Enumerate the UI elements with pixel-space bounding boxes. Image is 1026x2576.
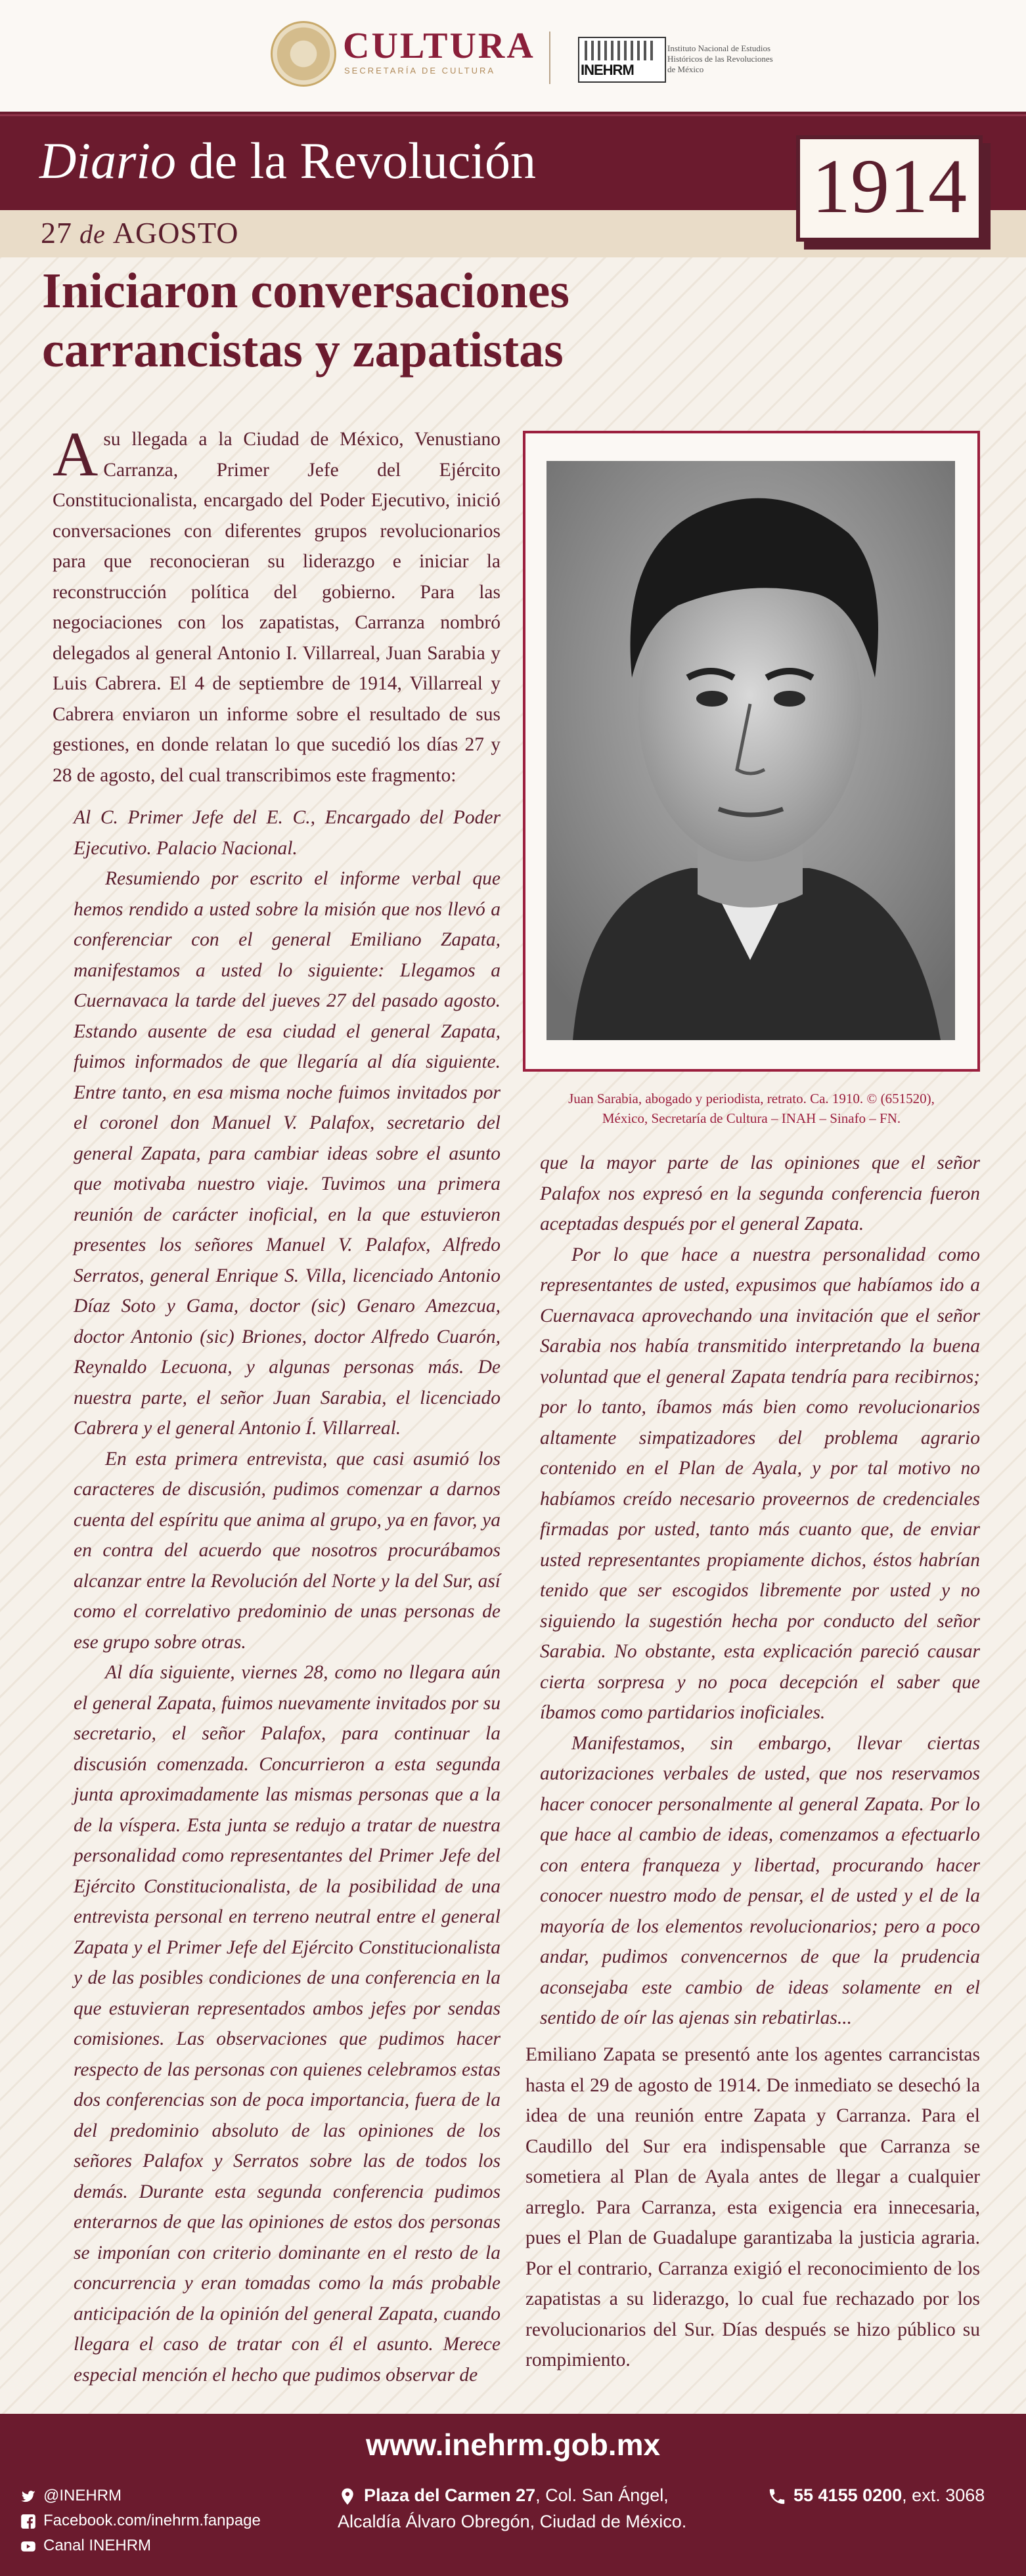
intro-text: su llegada a la Ciudad de México, Venustiano Carranza, Primer Jefe del Ejército Constitucionalista, encargado del Poder Ejecutivo, inició conversaciones con diferentes grupos revolucionarios para que reconocieran su liderazgo e iniciar la reconstrucción política del gobierno. Para las negociaciones con los zapatistas, Carranza nombró delegados al general Antonio I. Villarreal, Juan Sarabia y Luis Cabrera. El 4 de septiembre de 1914, Villarreal y Cabrera enviaron un informe sobre el resultado de sus gestiones, en donde relatan lo que sucedió los días 27 y 28 de agosto, del cual transcribimos este fragmento: xyxy=(53,429,501,786)
address-line-2: Alcaldía Álvaro Obregón, Ciudad de México. xyxy=(338,2512,687,2531)
letter-column-left xyxy=(74,802,501,2390)
letter-paragraph: En esta primera entrevista, que casi asumió los caracteres de discusión, pudimos comenzar a darnos cuenta del espíritu que anima al grupo, ya en favor, ya en contra del acuerdo que nosotros procurábamos alcanzar entre la Revolución del Norte y la del Sur, así como el correlativo predominio de unas personas de ese grupo sobre otras. xyxy=(74,1448,501,1653)
closing-paragraph: Emiliano Zapata se presentó ante los agentes carrancistas hasta el 29 de agosto de 1914. De inmediato se desechó la idea de una reunión entre Zapata y Carranza. Para el Caudillo del Sur era indispensable que Carranza se sometiera al Plan de Ayala antes de llegar a cualquier arreglo. Para Carranza, esta exigencia era innecesaria, pues el Plan de Guadalupe garantizaba la justicia agraria. Por el contrario, Carranza exigió el reconocimiento de los zapatistas a su liderazgo, lo cual fue rechazado por los revolucionarios del Sur. Días después se hizo público su rompimiento. xyxy=(525,2044,980,2370)
drop-cap: A xyxy=(53,419,99,489)
phone-number: 55 4155 0200 xyxy=(793,2485,903,2505)
portrait-illustration xyxy=(546,461,955,1040)
masthead-title xyxy=(39,131,536,190)
inehrm-columns-icon xyxy=(585,41,657,60)
masthead-title-rest: de la Revolución xyxy=(176,132,537,189)
letter-column-right xyxy=(540,1148,980,2034)
mexico-seal-icon xyxy=(271,21,336,87)
twitter-icon xyxy=(20,2488,37,2505)
date-de: de xyxy=(72,219,113,249)
article-headline: Iniciaron conversaciones carrancistas y zapatistas xyxy=(42,263,569,378)
issue-date xyxy=(41,215,239,250)
twitter-handle: @INEHRM xyxy=(43,2487,122,2504)
facebook-icon xyxy=(20,2513,37,2530)
phone[interactable] xyxy=(767,2482,985,2508)
social-links xyxy=(20,2483,261,2558)
address xyxy=(338,2482,745,2535)
logo-divider xyxy=(549,32,550,84)
website-link[interactable]: www.inehrm.gob.mx xyxy=(365,2428,661,2462)
social-twitter[interactable] xyxy=(20,2483,261,2508)
year-label: 1914 xyxy=(812,143,967,229)
address-colonia: , Col. San Ángel, xyxy=(535,2485,669,2505)
title-band-line xyxy=(0,114,1026,116)
facebook-link: Facebook.com/inehrm.fanpage xyxy=(43,2512,261,2529)
letter-paragraph: Por lo que hace a nuestra personalidad como representantes de usted, expusimos que habíamos ido a Cuernavaca aprovechando una invitación que el señor Sarabia nos había transmitido interpretando la buena voluntad que el general Zapata tendría para recibirnos; por lo tanto, íbamos más bien como revolucionarios altamente simpatizadores del problema agrario contenido en el Plan de Ayala, y por tal motivo no habíamos creído necesario proveernos de credenciales firmadas por usted, tanto más cuanto que, de enviar usted representantes propiamente dichos, éstos habrían tenido que ser escogidos libremente por usted y no siguiendo la sugestión hecha por conducto del señor Sarabia. No obstante, esta explicación pareció causar cierta sorpresa y no poca decepción el saber que íbamos como partidarios inoficiales. xyxy=(540,1244,980,1723)
date-month: AGOSTO xyxy=(112,216,239,250)
cultura-logo: CULTURA xyxy=(343,26,535,66)
letter-paragraph: Manifestamos, sin embargo, llevar ciertas autorizaciones verbales de usted, que nos reservamos hacer conocer personalmente al general Zapata. Por lo que hace al cambio de ideas, comenzamos a efectuarlo con entera franqueza y libertad, procurando hacer conocer nuestro modo de pensar, el de usted y el de la mayoría de los elementos revolucionarios; pero a poco andar, pudimos convencernos de que la prudencia aconsejaba este cambio de ideas solamente en el sentido de oír las ajenas sin rebatirlas... xyxy=(540,1732,980,2028)
social-facebook[interactable] xyxy=(20,2508,261,2533)
letter-paragraph: Al C. Primer Jefe del E. C., Encargado del Poder Ejecutivo. Palacio Nacional. xyxy=(74,807,501,859)
inehrm-logo-text: INEHRM xyxy=(581,62,634,78)
caption-line-1: Juan Sarabia, abogado y periodista, retrato. Ca. 1910. © (651520), xyxy=(568,1091,935,1106)
letter-paragraph: Resumiendo por escrito el informe verbal que hemos rendido a usted sobre la misión que nos llevó a conferenciar con el general Emiliano Zapata, manifestamos a usted lo siguiente: Llegamos a Cuernavaca la tarde del jueves 27 del pasado agosto. Estando ausente de esa ciudad el general Zapata, fuimos informados de que llegaría al día siguiente. Entre tanto, en esa misma noche fuimos invitados por el coronel don Manuel V. Palafox, secretario del general Zapata, para cambiar ideas sobre el asunto que motivaba nuestro viaje. Tuvimos una primera reunión de carácter inoficial, en la que estuvieron presentes los señores Manuel V. Palafox, Alfredo Serratos, general Enrique S. Villa, licenciado Antonio Díaz Soto y Gama, doctor (sic) Genaro Amezcua, doctor Antonio (sic) Briones, doctor Alfredo Cuarón, Reynaldo Lecuona, y algunas personas más. De nuestra parte, el señor Juan Sarabia, el licenciado Cabrera y el general Antonio Í. Villarreal. xyxy=(74,868,501,1439)
caption-line-2: México, Secretaría de Cultura – INAH – Sinafo – FN. xyxy=(602,1110,901,1126)
portrait-photo xyxy=(546,461,955,1040)
youtube-icon xyxy=(20,2538,37,2555)
phone-icon xyxy=(767,2487,787,2506)
masthead-title-italic: Diario xyxy=(39,132,177,189)
social-youtube[interactable] xyxy=(20,2533,261,2558)
cultura-subtitle: SECRETARÍA DE CULTURA xyxy=(344,66,496,76)
inehrm-full-name: Instituto Nacional de Estudios Históricos de las Revoluciones de México xyxy=(667,43,773,74)
date-day: 27 xyxy=(41,216,72,250)
intro-paragraph xyxy=(53,419,501,791)
location-pin-icon xyxy=(338,2485,357,2508)
photo-caption xyxy=(523,1089,980,1128)
phone-extension: , ext. 3068 xyxy=(902,2485,985,2505)
letter-paragraph: que la mayor parte de las opiniones que el señor Palafox nos expresó en la segunda conferencia fueron aceptadas después por el general Zapata. xyxy=(540,1152,980,1234)
youtube-channel: Canal INEHRM xyxy=(43,2537,152,2554)
address-street: Plaza del Carmen 27 xyxy=(364,2485,536,2505)
letter-paragraph: Al día siguiente, viernes 28, como no llegara aún el general Zapata, fuimos nuevamente invitados por su secretario, el señor Palafox, para continuar la discusión comenzada. Concurrieron a esta segunda junta aproximadamente las mismas personas que a la de la víspera. Esta junta se redujo a tratar de nuestra personalidad como representantes del Primer Jefe del Ejército Constitucionalista, de la posibilidad de una entrevista personal en terreno neutral entre el general Zapata y el Primer Jefe del Ejército Constitucionalista y de las posibles condiciones de una conferencia en la que estuvieran representados ambos jefes por sendas comisiones. Las observaciones que pudimos hacer respecto de las personas con quienes celebramos estas dos conferencias son de poca importancia, fuera de la del predominio absoluto de las opiniones de los señores Palafox y Serratos sobre las de todos los demás. Durante esta segunda conferencia pudimos enterarnos de que las opiniones de estos dos personas se imponían con criterio dominante en el resto de la concurrencia y eran tomadas como la más probable anticipación de la opinión del general Zapata, cuando llegara el caso de tratar con él el asunto. Merece especial mención el hecho que pudimos observar de xyxy=(74,1662,501,2386)
